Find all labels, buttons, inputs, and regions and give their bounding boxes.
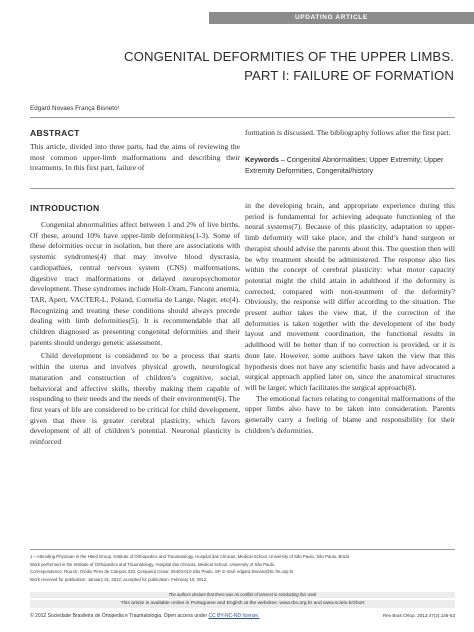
- conflict-statement: The authors declare that there was no conflict of interest in conducting this work: [30, 592, 455, 598]
- author-name: Edgard Novaes França Bisneto¹: [30, 105, 120, 112]
- title-line-2: PART I: FAILURE OF FORMATION: [244, 68, 454, 83]
- footnote-institution: Work performed in the Institute of Orthopedics and Traumatology, Hospital das Clínicas, Medical School, University of São Paulo.: [30, 561, 276, 567]
- header-divider: [30, 117, 455, 118]
- footnote-correspondence: Correspondence: Rua Dr. Ovídio Pires de Campos 333, Cerqueira César, 05403-010 São Paulo, SP. E-mail: edgard.bisneto@hc.fm.usp.br: [30, 569, 294, 574]
- abstract-left-column: [30, 142, 240, 174]
- intro-paragraph-3: in the developing brain, and appropriate experience during this period is fundamental for achieving adequate functioning of the neural systems(7). Because of this plasticity, adaptation to upper-limb deformity will take place, and the child’s hand surgeon or therapist should advise the parents about this. The question then will be why treatment should be administered. The response also lies within the concept of cerebral plasticity: what motor capacity potential might the child attain in adulthood if the deformity is corrected, compared with non-treatment of the deformity? Obviously, the response will differ according to the situation. The present author takes the view that, if the correction of the deformities is taken together with the development of the body layout and movement coordination, the functional results in adulthood will be better than if no correction is provided, or it is done late. However, some authors have taken the view that this hypothesis does not have any scientific basis and have advocated a surgical approach applied later on, since the anatomical structures will be larger, which facilitates the surgical approach(8).: [245, 201, 455, 392]
- intro-left-column: [30, 220, 240, 448]
- footnotes: [30, 553, 455, 583]
- license-link[interactable]: CC BY-NC-ND license.: [208, 613, 260, 619]
- intro-paragraph-1: Congenital abnormalities affect between 1 and 2% of live births. Of these, around 10% have upper-limb deformities(1-3). Some of these deformities occur in isolation, but there are associations with systemic syndromes(4) that may involve blood dyscrasia, cardiopathies, central nervous system (CNS) malformations, digestive tract malformations or delayed neuropsychomotor development. These syndromes include Holt-Oram, Fanconi anemia, TAR, Apert, VACTER-L, Poland, Cornelia de Lange, Nager, etc(4). Recognizing and treating these conditions should always precede dealing with limb deformities(5). It is recommendable that all children diagnosed as presenting congenital deformities and their parents should undergo genetic assessment.: [30, 220, 240, 347]
- abstract-right-column: [245, 128, 455, 139]
- article-title: [120, 47, 454, 85]
- abstract-heading: ABSTRACT: [30, 128, 80, 138]
- footnote-divider: [30, 549, 455, 550]
- abstract-text-left: This article, divided into three parts, had the aims of reviewing the most common upper-limb malformations and describing their treatments. In this first part, failure of: [30, 142, 240, 173]
- article-type-banner: UPDATING ARTICLE: [209, 12, 474, 24]
- footnote-affiliation: 1 – Attending Physician in the Hand Group, Institute of Orthopedics and Traumatology, Hospital das Clínicas, Medical School, University of São Paulo, São Paulo, Brazil.: [30, 554, 351, 559]
- online-availability: This article is available online in Portuguese and English at the websites: www.rbo.org.br and www.scielo.br/rbort: [30, 600, 455, 608]
- footnote-dates: Work received for publication: January 31, 2012; accepted for publication: February 10, 2012.: [30, 576, 208, 582]
- title-line-1: CONGENITAL DEFORMITIES OF THE UPPER LIMBS.: [123, 49, 454, 64]
- abstract-divider: [30, 188, 455, 189]
- abstract-text-right: formation is discussed. The bibliography follows after the first part.: [245, 128, 451, 137]
- intro-paragraph-2: Child development is considered to be a process that starts within the uterus and involves physical growth, neurological maturation and construction of children’s cognitive, social, behavioral and affective skills, thereby making them capable of responding to their needs and the needs of their environment(6). The first years of life are considered to be critical for child development, given that there is greater cerebral plasticity, which favors development of all of children’s potential. Neuronal plasticity is reinforced: [30, 351, 240, 447]
- keywords-label: Keywords: [245, 156, 279, 164]
- journal-citation: Rev Bras Ortop. 2012;47(2):146-53: [382, 613, 455, 618]
- keywords: [245, 155, 455, 176]
- keywords-text: – Congenital Abnormalities; Upper Extremity; Upper Extremity Deformities, Congenital/history: [245, 156, 444, 175]
- intro-right-column: [245, 201, 455, 436]
- introduction-heading: INTRODUCTION: [30, 203, 100, 213]
- copyright-text: © 2012 Sociedade Brasileira de Ortopedia e Traumatologia. Open access under: [30, 613, 209, 619]
- intro-paragraph-4: The emotional factors relating to congenital malformations of the upper limbs also have to be taken into consideration. Parents generally carry a feeling of blame and responsibility for their children’s deformities.: [245, 393, 455, 435]
- copyright-line: [30, 612, 330, 620]
